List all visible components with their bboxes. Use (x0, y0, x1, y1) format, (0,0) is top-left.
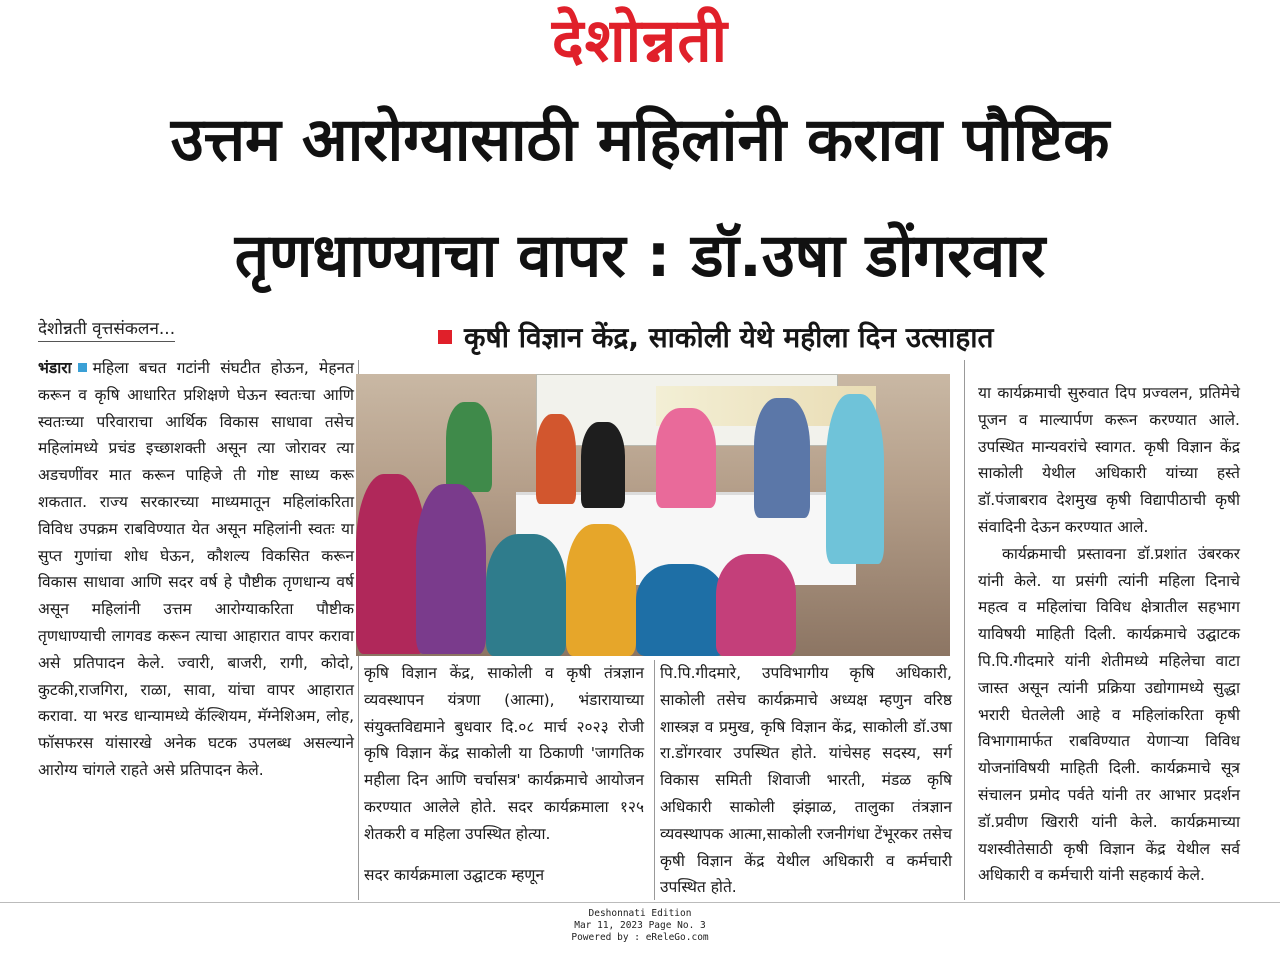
masthead-logo: देशोन्नती (551, 6, 729, 76)
photo-person (656, 408, 716, 508)
article-column-4 (978, 380, 1240, 889)
column-divider (654, 660, 655, 900)
photo-person (566, 524, 636, 656)
footer-divider (0, 902, 1280, 903)
subheadline (438, 318, 993, 356)
edition-footer (0, 908, 1280, 944)
column-4-paragraph-1: या कार्यक्रमाची सुरुवात दिप प्रज्वलन, प्रतिमेचे पूजन व माल्यार्पण करून करण्यात आले. उपस्थित मान्यवरांचे स्वागत. कृषी विज्ञान केंद्र साकोली येथील अधिकारी यांच्या हस्ते डॉ.पंजाबराव देशमुख कृषी विद्यापीठाची कृषी संवादिनी देऊन करण्यात आले. (978, 384, 1240, 536)
headline-line-1: उत्तम आरोग्यासाठी महिलांनी करावा पौष्टिक (170, 105, 1110, 175)
subheadline-text: कृषी विज्ञान केंद्र, साकोली येथे महीला दिन उत्साहात (464, 321, 994, 354)
headline-line-2: तृणधाण्याचा वापर : डॉ.उषा डोंगरवार (234, 221, 1046, 291)
photo-person (636, 564, 726, 656)
article-column-2 (364, 660, 644, 888)
footer-powered-by: Powered by : eReleGo.com (571, 932, 709, 943)
photo-person (536, 414, 576, 504)
column-4-paragraph-2: कार्यक्रमाची प्रस्तावना डॉ.प्रशांत उंबरकर यांनी केले. या प्रसंगी त्यांनी महिला दिनाचे महत्व व महिलांचा विविध क्षेत्रातील सहभाग याविषयी माहिती दिली. कार्यक्रमाचे उद्घाटक पि.पि.गीदमारे यांनी शेतीमध्ये महिलेचा वाटा जास्त असून त्यांनी प्रक्रिया उद्योगामध्ये सुद्धा भरारी घेतलेली आहे व महिलांकरिता कृषी विभागामार्फत राबविण्यात येणाऱ्या विविध योजनांविषयी माहिती दिली. कार्यक्रमाचे सूत्र संचालन प्रमोद पर्वते यांनी तर आभार प्रदर्शन डॉ.प्रवीण खिरारी यांनी केले. कार्यक्रमाच्या यशस्वीतेसाठी कृषी विज्ञान केंद्र येथील सर्व अधिकारी व कर्मचारी यांनी सहकार्य केले. (978, 544, 1240, 885)
column-divider (964, 360, 965, 900)
article-column-3 (660, 660, 952, 901)
column-3-text: पि.पि.गीदमारे, उपविभागीय कृषि अधिकारी, साकोली तसेच कार्यक्रमाचे अध्यक्ष म्हणुन वरिष्ठ शास्त्रज्ञ व प्रमुख, कृषि विज्ञान केंद्र, साकोली डॉ.उषा रा.डोंगरवार उपस्थित होते. यांचेसह सदस्य, सर्ग विकास समिती शिवाजी भारती, मंडळ कृषि अधिकारी साकोली झंझाळ, तालुका तंत्रज्ञान व्यवस्थापक आत्मा,साकोली रजनीगंधा टेंभूरकर तसेच कृषी विज्ञान केंद्र येथील अधिकारी व कर्मचारी उपस्थित होते. (660, 664, 952, 897)
column-1-text: महिला बचत गटांनी संघटीत होऊन, मेहनत करून व कृषि आधारित प्रशिक्षणे घेऊन स्वतःचा आणि स्वतःच्या परिवाराचा आर्थिक विकास साधावा तसेच महिलांमध्ये प्रचंड इच्छाशक्ती असून त्या जोरावर त्या अडचणींवर मात करून पाहिजे ती गोष्ट साध्य करू शकतात. राज्य सरकारच्या माध्यमातून महिलांकरिता विविध उपक्रम राबविण्यात येत असून महिलांनी स्वतः या सुप्त गुणांचा शोध घेऊन, कौशल्य विकसित करून विकास साधावा आणि सदर वर्ष हे पौष्टीक तृणधान्य वर्ष असून महिलांनी उत्तम आरोग्याकरिता पौष्टीक तृणधाण्याची लागवड करून त्याचा आहारात वापर करावा असे प्रतिपादन केले. ज्वारी, बाजरी, रागी, कोदो, कुटकी,राजगिरा, राळा, सावा, यांचा वापर आहारात करावा. या भरड धान्यामध्ये कॅल्शियम, मॅग्नेशिअम, लोह, फॉसफरस यांसारखे अनेक घटक उपलब्ध असल्याने आरोग्य चांगले राहते असे प्रतिपादन केले. (38, 359, 354, 779)
photo-person (716, 554, 796, 656)
article-column-1 (38, 355, 354, 784)
photo-person (581, 422, 625, 508)
bullet-square-icon (78, 363, 87, 372)
column-2-paragraph-2: सदर कार्यक्रमाला उद्घाटक म्हणून (364, 865, 545, 884)
byline: देशोन्नती वृत्तसंकलन... (38, 316, 175, 342)
red-square-icon (438, 330, 452, 344)
photo-person (446, 402, 492, 492)
photo-person (416, 484, 486, 654)
photo-person (826, 394, 884, 564)
photo-person (754, 398, 810, 518)
photo-person (486, 534, 566, 656)
event-photo (356, 374, 950, 656)
dateline: भंडारा (38, 359, 72, 377)
footer-edition: Deshonnati Edition (588, 908, 692, 919)
footer-date-page: Mar 11, 2023 Page No. 3 (574, 920, 706, 931)
column-2-paragraph-1: कृषि विज्ञान केंद्र, साकोली व कृषी तंत्रज्ञान व्यवस्थापन यंत्रणा (आत्मा), भंडारायाच्या संयुक्तविद्यमाने बुधवार दि.०८ मार्च २०२३ रोजी कृषि विज्ञान केंद्र साकोली या ठिकाणी 'जागतिक महीला दिन आणि चर्चासत्र' कार्यक्रमाचे आयोजन करण्यात आलेले होते. सदर कार्यक्रमाला १२५ शेतकरी व महिला उपस्थित होत्या. (364, 664, 644, 843)
